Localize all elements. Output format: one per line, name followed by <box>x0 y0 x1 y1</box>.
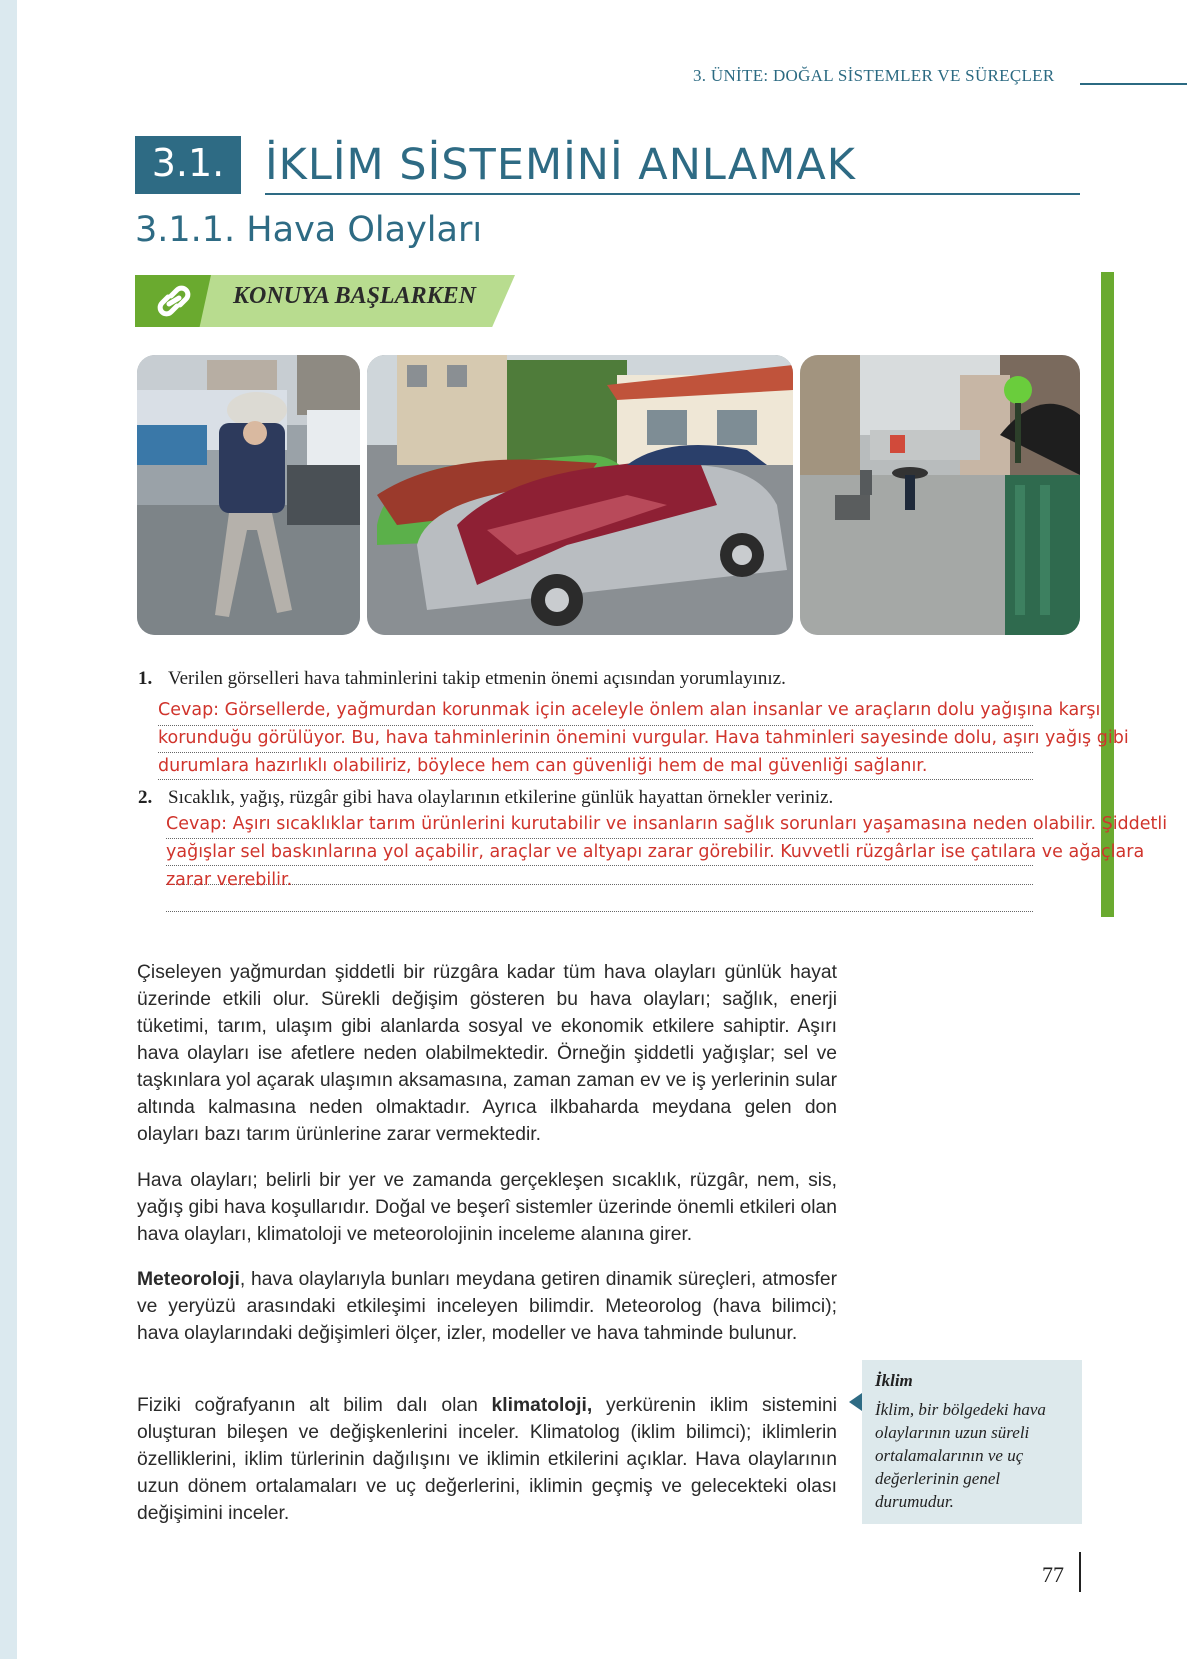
definition-title: İklim <box>875 1371 913 1390</box>
question-1 <box>138 668 786 690</box>
section-title-rule <box>265 193 1080 195</box>
answer-1: Cevap: Görsellerde, yağmurdan korunmak için aceleyle önlem alan insanlar ve araçların dolu yağışına karşı korunduğu görülüyor. Bu, hava tahminlerinin önemini vurgular. Hava tahminleri sayesinde dolu, aşırı yağış gibi durumlara hazırlıklı olabiliriz, böylece hem can güvenliği hem de mal güvenliği sağlanır. <box>158 700 1129 776</box>
body-paragraph-2: Hava olayları; belirli bir yer ve zamanda gerçekleşen sıcaklık, rüzgâr, nem, sis, yağış gibi hava koşullarıdır. Doğal ve beşerî sistemler üzerinde önemli etkileri olan hava olayları, klimatoloji ve meteorolojinin inceleme alanına girer. <box>137 1170 837 1245</box>
body-paragraph-4 <box>137 1392 837 1527</box>
definition-text: İklim, bir bölgedeki hava olaylarının uzun süreli ortalamalarının ve uç değerlerinin genel durumudur. <box>875 1400 1046 1511</box>
activity-banner-label: KONUYA BAŞLARKEN <box>233 283 476 309</box>
photo-man-in-rain <box>137 355 360 635</box>
body-paragraph-1: Çiseleyen yağmurdan şiddetli bir rüzgâra kadar tüm hava olayları günlük hayat üzerinde etkili olur. Sürekli değişim gösteren bu hava olayları; sağlık, enerji tüketimi, tarım, ulaşım gibi alanlarda sosyal ve ekonomik etkilere sahiptir. Aşırı hava olayları ise afetlere neden olabilmektedir. Örneğin şiddetli yağışlar; sel ve taşkınlara yol açarak ulaşımın aksamasına, zaman zaman ev ve iş yerlerinin sular altında kalmasına neden olmaktadır. Ayrıca ilkbaharda meydana gelen don olayları bazı tarım ürünlerine zarar vermektedir. <box>137 962 837 1145</box>
link-icon <box>155 284 193 318</box>
photo-flooded-street <box>800 355 1080 635</box>
body-paragraph-3 <box>137 1266 837 1347</box>
section-number-box <box>135 136 241 194</box>
section-title: İKLİM SİSTEMİNİ ANLAMAK <box>265 140 856 190</box>
term-klimatoloji: klimatoloji, <box>491 1395 593 1416</box>
section-number: 3.1. <box>151 141 225 185</box>
paragraph-text: , hava olaylarıyla bunları meydana getiren dinamik süreçleri, atmosfer ve yeryüzü arasındaki etkileşimi inceleyen bilimdir. Meteorolog (hava bilimci); hava olaylarındaki değişimleri ölçer, izler, modeller ve hava tahminde bulunur. <box>137 1269 837 1344</box>
page-number-rule <box>1079 1552 1081 1592</box>
question-number: 2. <box>138 787 153 808</box>
definition-pointer-icon <box>849 1393 862 1411</box>
activity-banner-icon-box <box>135 275 211 327</box>
unit-header-rule <box>1080 83 1187 85</box>
page-number: 77 <box>1042 1562 1064 1587</box>
unit-header: 3. ÜNİTE: DOĞAL SİSTEMLER VE SÜREÇLER <box>693 66 1055 85</box>
question-text: Sıcaklık, yağış, rüzgâr gibi hava olaylarının etkilerine günlük hayattan örnekler veriniz. <box>168 787 834 808</box>
question-number: 1. <box>138 668 153 689</box>
page-edge-strip <box>0 0 17 1659</box>
question-text: Verilen görselleri hava tahminlerini takip etmenin önemi açısından yorumlayınız. <box>168 668 786 689</box>
subsection-title: 3.1.1. Hava Olayları <box>135 210 483 250</box>
answer-line <box>166 911 1033 912</box>
question-2 <box>138 787 833 809</box>
photo-covered-cars <box>367 355 793 635</box>
paragraph-text: yerkürenin iklim sistemini oluşturan bileşen ve değişkenlerini inceler. Klimatolog (iklim bilimci); iklimlerin özelliklerini, iklim türlerinin dağılışını ve iklimin etkilerini açıklar. Hava olaylarının uzun dönem ortalamaları ve uç değerlerini, iklimin geçmiş ve gelecekteki olası değişimini inceler. <box>137 1395 837 1524</box>
answer-2: Cevap: Aşırı sıcaklıklar tarım ürünlerini kurutabilir ve insanların sağlık sorunları yaşamasına neden olabilir. Şiddetli yağışlar sel baskınlarına yol açabilir, araçlar ve altyapı zarar görebilir. Kuvvetli rüzgârlar ise çatılara ve ağaçlara zarar verebilir. <box>166 814 1168 890</box>
term-meteoroloji: Meteoroloji <box>137 1269 240 1290</box>
paragraph-text: Fiziki coğrafyanın alt bilim dalı olan <box>137 1395 492 1416</box>
